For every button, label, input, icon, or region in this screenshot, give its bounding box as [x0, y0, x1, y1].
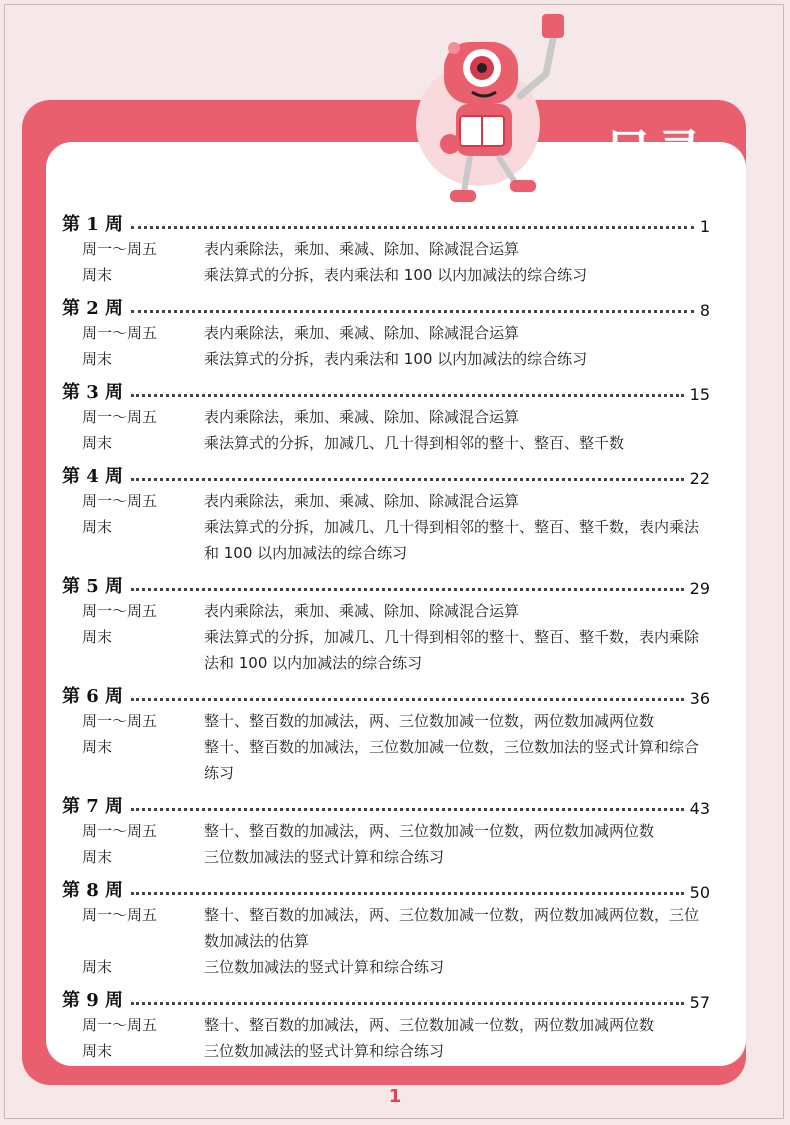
toc-week-6 [62, 680, 710, 786]
day-range-label: 周一～周五 [82, 602, 158, 620]
dot-leader [131, 588, 684, 591]
topic-text: 整十、整百数的加减法，两、三位数加减一位数，两位数加减两位数，三位数加减法的估算 [204, 906, 700, 950]
week-label: 第 4 周 [62, 466, 124, 487]
toc-sub-entry [62, 404, 710, 430]
topic-text: 整十、整百数的加减法，两、三位数加减一位数，两位数加减两位数 [204, 712, 655, 730]
day-range-label: 周一～周五 [82, 240, 158, 258]
toc-sub-entry [62, 1038, 710, 1064]
day-range-label: 周一～周五 [82, 906, 158, 924]
toc-sub-entry [62, 1012, 710, 1038]
toc-sub-entry [62, 488, 710, 514]
toc-week-7 [62, 790, 710, 870]
dot-leader [131, 226, 694, 229]
page-number: 29 [689, 579, 710, 598]
week-label: 第 1 周 [62, 214, 124, 235]
page-number: 43 [689, 799, 710, 818]
toc-sub-entry [62, 598, 710, 624]
page-number: 8 [699, 301, 710, 320]
day-range-label: 周一～周五 [82, 1016, 158, 1034]
toc-entry[interactable] [62, 292, 710, 320]
toc-sub-entry [62, 262, 710, 288]
toc-week-3 [62, 376, 710, 456]
page-number: 1 [699, 217, 710, 236]
topic-text: 整十、整百数的加减法，两、三位数加减一位数，两位数加减两位数 [204, 822, 655, 840]
day-range-label: 周末 [82, 350, 113, 368]
toc-week-9 [62, 984, 710, 1064]
toc-entry[interactable] [62, 874, 710, 902]
robot-mascot-icon [398, 4, 598, 214]
dot-leader [131, 808, 684, 811]
table-of-contents [62, 208, 710, 1068]
toc-entry[interactable] [62, 790, 710, 818]
day-range-label: 周末 [82, 958, 113, 976]
day-range-label: 周末 [82, 518, 113, 536]
toc-entry[interactable] [62, 570, 710, 598]
toc-sub-entry [62, 818, 710, 844]
toc-sub-entry [62, 346, 710, 372]
week-label: 第 7 周 [62, 796, 124, 817]
topic-text: 整十、整百数的加减法，两、三位数加减一位数，两位数加减两位数 [204, 1016, 655, 1034]
page-number: 36 [689, 689, 710, 708]
week-label: 第 2 周 [62, 298, 124, 319]
topic-text: 表内乘除法，乘加、乘减、除加、除减混合运算 [204, 602, 520, 620]
page-number: 50 [689, 883, 710, 902]
dot-leader [131, 698, 684, 701]
topic-text: 表内乘除法，乘加、乘减、除加、除减混合运算 [204, 324, 520, 342]
week-label: 第 9 周 [62, 990, 124, 1011]
week-label: 第 8 周 [62, 880, 124, 901]
page-number: 22 [689, 469, 710, 488]
toc-sub-entry [62, 954, 710, 980]
page-number: 57 [689, 993, 710, 1012]
page-number: 15 [689, 385, 710, 404]
topic-text: 乘法算式的分拆，加减几、几十得到相邻的整十、整百、整千数 [204, 434, 625, 452]
toc-entry[interactable] [62, 208, 710, 236]
toc-sub-entry [62, 902, 710, 954]
topic-text: 表内乘除法，乘加、乘减、除加、除减混合运算 [204, 492, 520, 510]
toc-sub-entry [62, 734, 710, 786]
topic-text: 三位数加减法的竖式计算和综合练习 [204, 1042, 445, 1060]
topic-text: 表内乘除法，乘加、乘减、除加、除减混合运算 [204, 408, 520, 426]
toc-week-2 [62, 292, 710, 372]
week-label: 第 3 周 [62, 382, 124, 403]
toc-entry[interactable] [62, 680, 710, 708]
toc-week-5 [62, 570, 710, 676]
topic-text: 三位数加减法的竖式计算和综合练习 [204, 848, 445, 866]
day-range-label: 周一～周五 [82, 492, 158, 510]
topic-text: 乘法算式的分拆，表内乘法和 100 以内加减法的综合练习 [204, 266, 588, 284]
topic-text: 整十、整百数的加减法，三位数加减一位数，三位数加法的竖式计算和综合练习 [204, 738, 700, 782]
footer-page-number: 1 [388, 1086, 402, 1107]
toc-week-8 [62, 874, 710, 980]
toc-entry[interactable] [62, 376, 710, 404]
week-label: 第 6 周 [62, 686, 124, 707]
topic-text: 三位数加减法的竖式计算和综合练习 [204, 958, 445, 976]
topic-text: 乘法算式的分拆，加减几、几十得到相邻的整十、整百、整千数，表内乘法和 100 以内加减法的综合练习 [204, 518, 700, 562]
day-range-label: 周一～周五 [82, 822, 158, 840]
day-range-label: 周末 [82, 434, 113, 452]
dot-leader [131, 394, 684, 397]
toc-sub-entry [62, 236, 710, 262]
dot-leader [131, 892, 684, 895]
dot-leader [131, 310, 694, 313]
toc-sub-entry [62, 624, 710, 676]
page-title: 目录 [604, 125, 709, 181]
week-label: 第 5 周 [62, 576, 124, 597]
dot-leader [131, 478, 684, 481]
toc-sub-entry [62, 514, 710, 566]
topic-text: 乘法算式的分拆，加减几、几十得到相邻的整十、整百、整千数，表内乘除法和 100 以内加减法的综合练习 [204, 628, 700, 672]
toc-sub-entry [62, 844, 710, 870]
toc-sub-entry [62, 320, 710, 346]
day-range-label: 周末 [82, 628, 113, 646]
toc-week-1 [62, 208, 710, 288]
day-range-label: 周一～周五 [82, 712, 158, 730]
topic-text: 表内乘除法，乘加、乘减、除加、除减混合运算 [204, 240, 520, 258]
day-range-label: 周末 [82, 738, 113, 756]
topic-text: 乘法算式的分拆，表内乘法和 100 以内加减法的综合练习 [204, 350, 588, 368]
day-range-label: 周末 [82, 266, 113, 284]
day-range-label: 周末 [82, 1042, 113, 1060]
day-range-label: 周末 [82, 848, 113, 866]
day-range-label: 周一～周五 [82, 324, 158, 342]
day-range-label: 周一～周五 [82, 408, 158, 426]
dot-leader [131, 1002, 684, 1005]
toc-entry[interactable] [62, 984, 710, 1012]
toc-entry[interactable] [62, 460, 710, 488]
toc-week-4 [62, 460, 710, 566]
toc-sub-entry [62, 430, 710, 456]
toc-sub-entry [62, 708, 710, 734]
